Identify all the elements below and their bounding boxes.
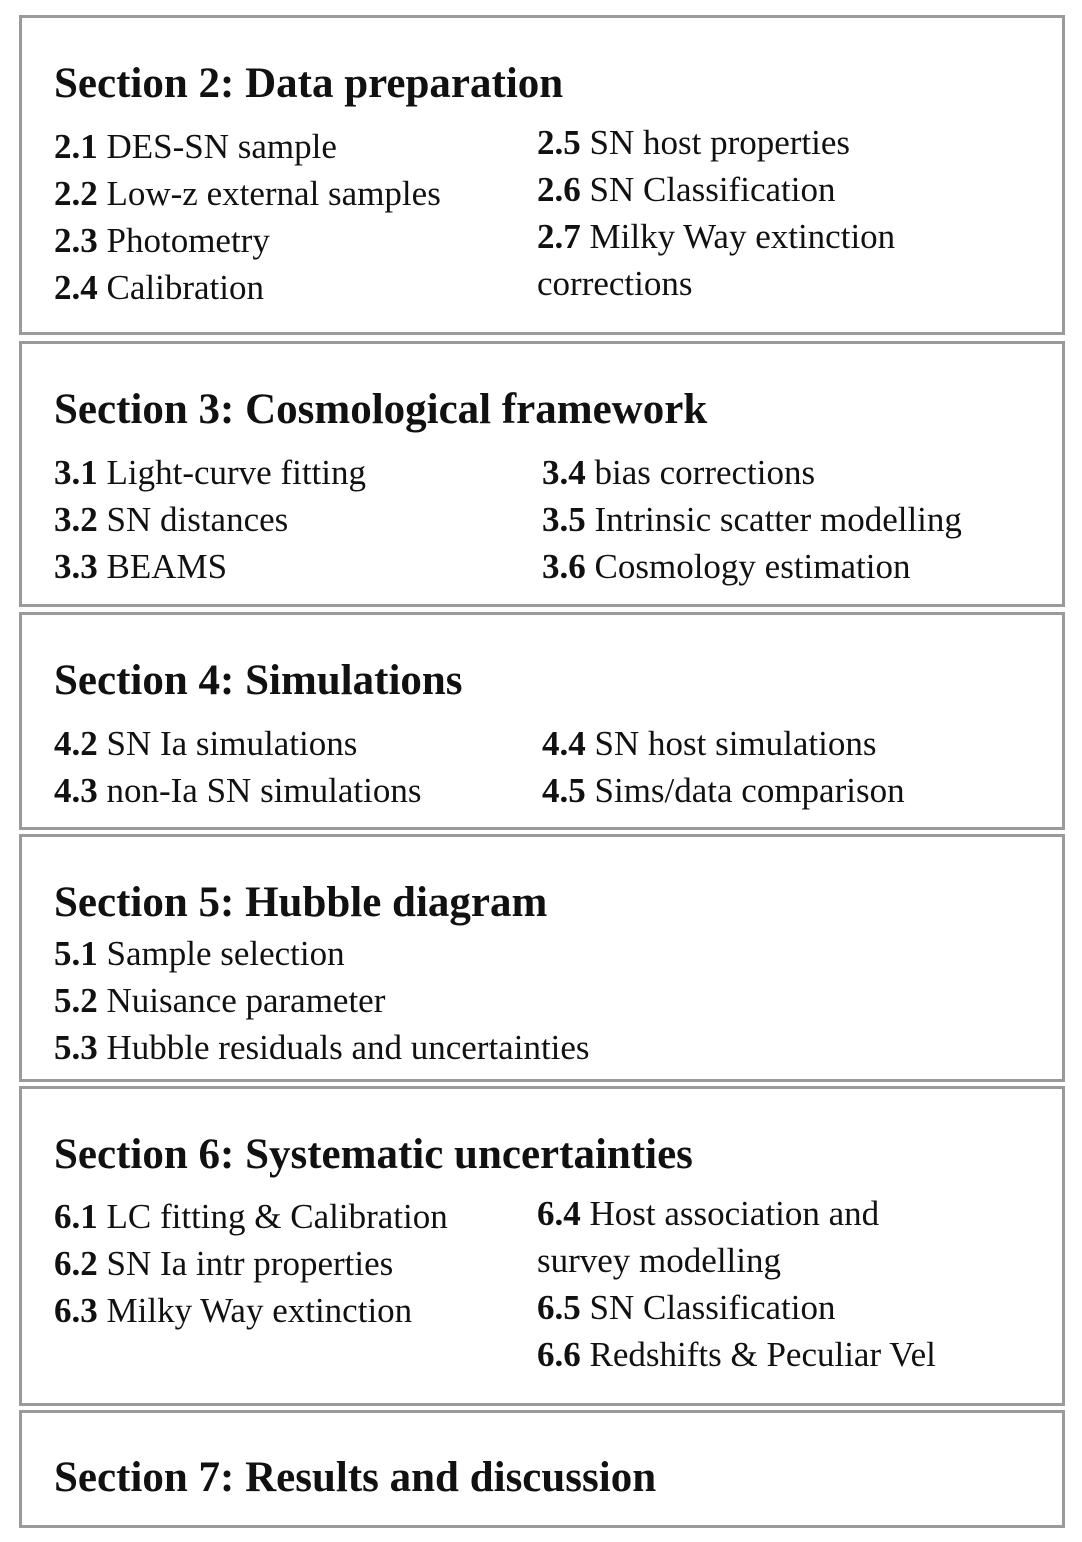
subsection-3-1: 3.1 Light-curve fitting [54,453,367,492]
subsection-4-4: 4.4 SN host simulations [542,724,877,763]
section-5-left-column [54,930,590,1071]
section-4-right-column [542,720,905,814]
section-5-box [19,834,1065,1082]
subsection-2-2: 2.2 Low-z external samples [54,174,441,213]
subsection-6-1: 6.1 LC fitting & Calibration [54,1197,448,1236]
subsection-3-5: 3.5 Intrinsic scatter modelling [542,500,962,539]
subsection-2-6: 2.6 SN Classification [537,170,836,209]
section-2-box [19,15,1065,335]
section-3-box [19,341,1065,607]
subsection-3-3: 3.3 BEAMS [54,547,228,586]
subsection-2-7-continued: corrections [537,264,693,303]
section-7-title: Section 7: Results and discussion [54,1454,657,1501]
section-3-left-column [54,449,366,590]
section-6-title: Section 6: Systematic uncertainties [54,1131,693,1178]
subsection-4-5: 4.5 Sims/data comparison [542,771,905,810]
subsection-6-4: 6.4 Host association and [537,1194,880,1233]
section-6-box [19,1086,1065,1406]
section-5-title: Section 5: Hubble diagram [54,879,548,926]
subsection-6-2: 6.2 SN Ia intr properties [54,1244,394,1283]
section-2-left-column [54,123,441,311]
subsection-2-1: 2.1 DES-SN sample [54,127,337,166]
subsection-4-2: 4.2 SN Ia simulations [54,724,358,763]
subsection-3-2: 3.2 SN distances [54,500,289,539]
subsection-6-4-continued: survey modelling [537,1241,781,1280]
section-6-left-column [54,1193,448,1334]
subsection-4-3: 4.3 non-Ia SN simulations [54,771,422,810]
subsection-2-4: 2.4 Calibration [54,268,264,307]
section-2-title: Section 2: Data preparation [54,60,564,107]
section-3-right-column [542,449,962,590]
section-2-right-column [537,119,895,307]
section-3-title: Section 3: Cosmological framework [54,386,708,433]
subsection-5-2: 5.2 Nuisance parameter [54,981,386,1020]
section-4-box [19,612,1065,830]
subsection-2-3: 2.3 Photometry [54,221,270,260]
subsection-5-3: 5.3 Hubble residuals and uncertainties [54,1028,590,1067]
subsection-6-6: 6.6 Redshifts & Peculiar Vel [537,1335,936,1374]
subsection-2-7: 2.7 Milky Way extinction [537,217,896,256]
subsection-6-3: 6.3 Milky Way extinction [54,1291,413,1330]
section-4-left-column [54,720,421,814]
section-4-title: Section 4: Simulations [54,657,463,704]
section-6-right-column [537,1190,936,1378]
subsection-5-1: 5.1 Sample selection [54,934,345,973]
subsection-3-6: 3.6 Cosmology estimation [542,547,911,586]
subsection-6-5: 6.5 SN Classification [537,1288,836,1327]
subsection-3-4: 3.4 bias corrections [542,453,816,492]
subsection-2-5: 2.5 SN host properties [537,123,851,162]
section-7-box [19,1410,1065,1528]
